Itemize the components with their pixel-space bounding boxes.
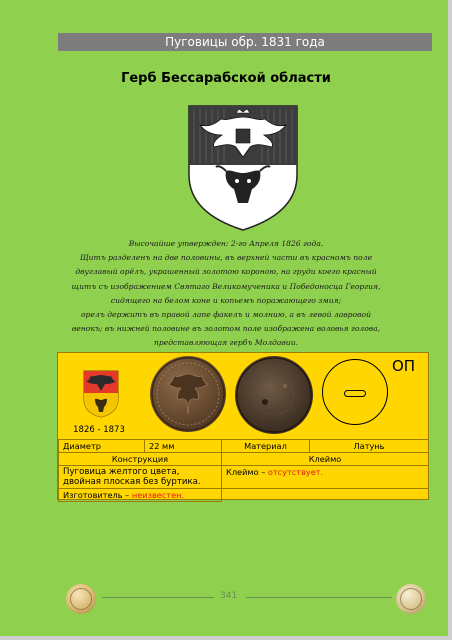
page-number: 341 xyxy=(220,591,238,601)
small-coat-of-arms-icon xyxy=(82,369,120,419)
material-label: Материал xyxy=(222,440,310,453)
coat-of-arms-title: Герб Бессарабской области xyxy=(121,71,331,86)
page-header-title: Пуговицы обр. 1831 года xyxy=(58,33,432,51)
table-row xyxy=(59,466,429,489)
description-line: орелъ держитъ въ правой лапе факелъ и молнию, а въ левой лавровой xyxy=(80,310,372,320)
table-row xyxy=(59,440,429,453)
coat-of-arms-image xyxy=(186,103,300,233)
construction-header: Конструкция xyxy=(59,453,222,466)
button-info-card xyxy=(57,352,429,500)
production-years: 1826 - 1873 xyxy=(73,425,125,435)
diameter-label: Диаметр xyxy=(59,440,145,453)
table-row xyxy=(59,489,429,502)
material-value: Латунь xyxy=(310,440,429,453)
construction-text: Пуговица желтого цвета, двойная плоская без буртика. xyxy=(59,466,222,489)
maker-label: Изготовитель – xyxy=(63,490,130,500)
description-line: Щитъ разделенъ на две половины, въ верхней части въ красномъ поле xyxy=(79,253,373,263)
description-line: двуглавый орёлъ, украшенный золотою короною, на груди коего красный xyxy=(75,267,377,277)
description-line: Высочайше утвержден: 2-го Апреля 1826 года. xyxy=(128,239,324,248)
maker-cell xyxy=(59,489,222,502)
button-schematic-drawing xyxy=(322,359,388,425)
coat-of-arms-description xyxy=(56,237,396,351)
description-line: щитъ съ изображением Святаго Великомученика и Победоносца Георгия, xyxy=(71,281,381,291)
button-obverse-photo xyxy=(150,356,226,432)
description-line: венокъ; въ нижней половине въ золотом поле изображена воловья голова, xyxy=(71,324,381,334)
footer-coin-ring xyxy=(400,588,422,610)
footer-divider-left xyxy=(102,597,214,598)
empty-cell xyxy=(222,489,429,502)
category-badge: ОП xyxy=(392,357,416,375)
button-properties-table xyxy=(58,439,429,502)
diameter-value: 22 мм xyxy=(145,440,222,453)
mark-label: Клеймо – xyxy=(226,467,266,477)
footer-coin-right-icon xyxy=(396,584,426,614)
table-row xyxy=(59,453,429,466)
maker-value: неизвестен. xyxy=(131,490,185,500)
footer-coin-left-icon xyxy=(66,584,96,614)
description-line: представляющая гербъ Молдавии. xyxy=(153,338,299,348)
footer-divider-right xyxy=(246,597,392,598)
mark-value: отсутствует. xyxy=(267,467,324,477)
footer-coin-ring xyxy=(70,588,92,610)
description-line: сидящего на белом коне и копьемъ поражающего змия; xyxy=(110,295,342,305)
mark-cell xyxy=(222,466,429,489)
button-shank-slot xyxy=(344,390,366,397)
button-reverse-photo xyxy=(235,356,313,434)
mark-header: Клеймо xyxy=(222,453,429,466)
